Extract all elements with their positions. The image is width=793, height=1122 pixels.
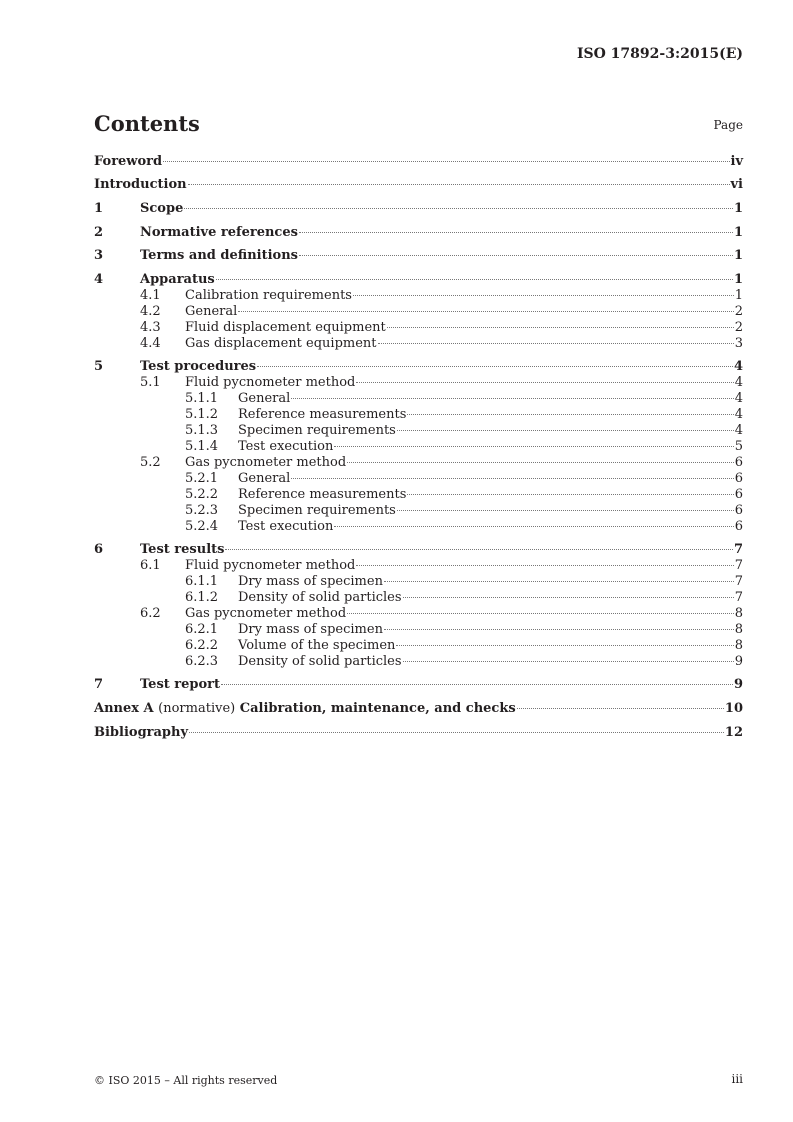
toc-entry-title: Reference measurements	[238, 407, 407, 422]
dot-leader	[221, 684, 733, 685]
toc-entry-title: Scope	[140, 201, 184, 216]
dot-leader	[353, 295, 734, 296]
toc-entry-number: 2	[94, 225, 104, 240]
toc-entry-introduction[interactable]	[94, 177, 743, 193]
toc-entry-page: 7	[734, 574, 743, 589]
toc-entry-page: 9	[733, 677, 743, 692]
dot-leader	[334, 446, 733, 447]
toc-entry-section-5-2[interactable]	[94, 455, 743, 471]
toc-entry-number: 5.1.4	[185, 439, 219, 454]
dot-leader	[225, 549, 732, 550]
dot-leader	[396, 645, 733, 646]
dot-leader	[299, 232, 733, 233]
toc-entry-number: 6.2	[140, 606, 161, 621]
toc-entry-number: 3	[94, 248, 104, 263]
toc-entry-title: Fluid pycnometer method	[185, 558, 356, 573]
toc-entry-number: 4	[94, 272, 104, 287]
dot-leader	[163, 161, 729, 162]
toc-entry-title: Dry mass of specimen	[238, 574, 383, 589]
toc-entry-page: 4	[733, 359, 743, 374]
toc-entry-number: 4.3	[140, 320, 161, 335]
toc-entry-page: 6	[734, 455, 743, 470]
toc-entry-number: 5.2	[140, 455, 161, 470]
dot-leader	[407, 494, 733, 495]
toc-entry-section-1[interactable]	[94, 201, 743, 217]
toc-entry-title: Test procedures	[140, 359, 257, 374]
toc-entry-number: 6.2.2	[185, 638, 219, 653]
toc-entry-number: 6.1.1	[185, 574, 219, 589]
toc-entry-number: 5.1.3	[185, 423, 219, 438]
toc-entry-number: 6.1	[140, 558, 161, 573]
toc-entry-title: General	[238, 471, 291, 486]
dot-leader	[188, 184, 730, 185]
toc-entry-section-6[interactable]	[94, 542, 743, 558]
toc-entry-title: Test results	[140, 542, 225, 557]
toc-entry-title: Test execution	[238, 439, 334, 454]
toc-entry-page: 1	[733, 225, 743, 240]
toc-entry-title: Terms and definitions	[140, 248, 298, 263]
toc-entry-title: Specimen requirements	[238, 423, 396, 438]
toc-entry-title: Introduction	[94, 177, 187, 192]
toc-entry-number: 4.2	[140, 304, 161, 319]
toc-entry-title: Gas pycnometer method	[185, 606, 347, 621]
toc-entry-page: 2	[734, 304, 743, 319]
toc-entry-title: Bibliography	[94, 725, 189, 740]
toc-entry-section-7[interactable]	[94, 677, 743, 693]
dot-leader	[238, 311, 733, 312]
dot-leader	[356, 565, 733, 566]
toc-entry-page: 1	[733, 272, 743, 287]
dot-leader	[356, 382, 733, 383]
dot-leader	[216, 279, 733, 280]
toc-entry-page: 6	[734, 503, 743, 518]
toc-entry-number: 6.1.2	[185, 590, 219, 605]
toc-entry-section-5-2-4[interactable]	[94, 519, 743, 535]
toc-entry-section-6-1[interactable]	[94, 558, 743, 574]
toc-entry-page: 8	[734, 638, 743, 653]
toc-entry-page: 2	[734, 320, 743, 335]
toc-entry-page: 6	[734, 487, 743, 502]
toc-entry-number: 5.2.3	[185, 503, 219, 518]
toc-entry-title: General	[185, 304, 238, 319]
toc-entry-section-5-2-3[interactable]	[94, 503, 743, 519]
dot-leader	[257, 366, 733, 367]
toc-entry-page: 4	[734, 423, 743, 438]
toc-entry-title: Gas pycnometer method	[185, 455, 347, 470]
toc-entry-title: Test execution	[238, 519, 334, 534]
toc-entry-section-5-1-4[interactable]	[94, 439, 743, 455]
toc-entry-section-5-1-2[interactable]	[94, 407, 743, 423]
dot-leader	[347, 462, 734, 463]
toc-entry-title: Fluid pycnometer method	[185, 375, 356, 390]
toc-entry-section-5[interactable]	[94, 359, 743, 375]
toc-entry-foreword[interactable]	[94, 154, 743, 170]
toc-entry-title: Normative references	[140, 225, 298, 240]
toc-entry-number: 1	[94, 201, 104, 216]
dot-leader	[403, 661, 734, 662]
dot-leader	[334, 526, 733, 527]
toc-entry-number: 5.2.1	[185, 471, 219, 486]
dot-leader	[299, 255, 733, 256]
toc-entry-page: 8	[734, 606, 743, 621]
dot-leader	[184, 208, 733, 209]
toc-entry-page: vi	[730, 177, 743, 192]
toc-entry-section-6-2-1[interactable]	[94, 622, 743, 638]
page-column-label: Page	[713, 118, 743, 132]
toc-entry-number: 5.1.1	[185, 391, 219, 406]
annex-kind: (normative)	[158, 701, 236, 716]
toc-entry-page: 9	[734, 654, 743, 669]
dot-leader	[189, 732, 724, 733]
toc-entry-page: 7	[733, 542, 743, 557]
toc-entry-page: 1	[734, 288, 743, 303]
dot-leader	[384, 581, 734, 582]
toc-entry-title: Fluid displacement equipment	[185, 320, 386, 335]
toc-entry-page: 4	[734, 375, 743, 390]
toc-entry-page: 4	[734, 407, 743, 422]
toc-entry-title: Apparatus	[140, 272, 215, 287]
page-title: Contents	[94, 111, 200, 136]
copyright-notice: © ISO 2015 – All rights reserved	[94, 1074, 278, 1087]
toc-entry-number: 6.2.1	[185, 622, 219, 637]
toc-entry-title: Gas displacement equipment	[185, 336, 377, 351]
toc-entry-page: 7	[734, 590, 743, 605]
toc-entry-section-6-2-3[interactable]	[94, 654, 743, 670]
annex-title: Calibration, maintenance, and checks	[239, 701, 516, 716]
toc-entry-page: 1	[733, 201, 743, 216]
toc-entry-number: 5.1.2	[185, 407, 219, 422]
toc-entry-section-4[interactable]	[94, 272, 743, 288]
toc-entry-section-6-2[interactable]	[94, 606, 743, 622]
toc-entry-section-4-3[interactable]	[94, 320, 743, 336]
toc-entry-page: 4	[734, 391, 743, 406]
document-id: ISO 17892-3:2015(E)	[576, 46, 743, 62]
toc-entry-section-4-2[interactable]	[94, 304, 743, 320]
toc-entry-number: 5.2.2	[185, 487, 219, 502]
dot-leader	[397, 510, 734, 511]
toc-entry-section-4-1[interactable]	[94, 288, 743, 304]
toc-entry-title: Density of solid particles	[238, 590, 402, 605]
toc-entry-section-5-1-3[interactable]	[94, 423, 743, 439]
toc-entry-title: Foreword	[94, 154, 163, 169]
toc-entry-section-3[interactable]	[94, 248, 743, 264]
toc-entry-number: 7	[94, 677, 104, 692]
toc-entry-page: iv	[730, 154, 743, 169]
toc-entry-title: Density of solid particles	[238, 654, 402, 669]
dot-leader	[347, 613, 734, 614]
toc-entry-bibliography[interactable]	[94, 725, 743, 741]
dot-leader	[397, 430, 734, 431]
toc-entry-section-6-2-2[interactable]	[94, 638, 743, 654]
dot-leader	[291, 478, 733, 479]
toc-entry-page: 6	[734, 471, 743, 486]
dot-leader	[403, 597, 734, 598]
toc-entry-title: General	[238, 391, 291, 406]
toc-entry-number: 4.4	[140, 336, 161, 351]
toc-entry-number: 5	[94, 359, 104, 374]
toc-entry-section-2[interactable]	[94, 225, 743, 241]
toc-entry-title: Calibration requirements	[185, 288, 352, 303]
annex-label: Annex A	[94, 701, 154, 716]
toc-entry-number: 5.1	[140, 375, 161, 390]
toc-entry-section-5-2-1[interactable]	[94, 471, 743, 487]
toc-entry-annex-a[interactable]	[94, 701, 743, 717]
toc-entry-section-4-4[interactable]	[94, 336, 743, 352]
toc-entry-number: 6.2.3	[185, 654, 219, 669]
dot-leader	[407, 414, 733, 415]
dot-leader	[387, 327, 734, 328]
toc-entry-title: Dry mass of specimen	[238, 622, 383, 637]
toc-entry-page: 5	[734, 439, 743, 454]
toc-entry-section-5-2-2[interactable]	[94, 487, 743, 503]
toc-entry-section-5-1[interactable]	[94, 375, 743, 391]
toc-entry-number: 6	[94, 542, 104, 557]
toc-entry-number: 4.1	[140, 288, 161, 303]
dot-leader	[517, 708, 724, 709]
dot-leader	[291, 398, 733, 399]
page-number: iii	[731, 1072, 743, 1086]
toc-entry-page: 1	[733, 248, 743, 263]
toc-entry-title: Reference measurements	[238, 487, 407, 502]
toc-entry-page: 7	[734, 558, 743, 573]
table-of-contents	[94, 154, 743, 741]
toc-entry-page: 10	[724, 701, 743, 716]
toc-entry-number: 5.2.4	[185, 519, 219, 534]
dot-leader	[378, 343, 734, 344]
toc-entry-page: 8	[734, 622, 743, 637]
dot-leader	[384, 629, 734, 630]
toc-entry-section-6-1-2[interactable]	[94, 590, 743, 606]
toc-entry-title: Volume of the specimen	[238, 638, 396, 653]
toc-entry-page: 12	[724, 725, 743, 740]
toc-entry-title: Specimen requirements	[238, 503, 396, 518]
toc-entry-section-6-1-1[interactable]	[94, 574, 743, 590]
toc-entry-page: 6	[734, 519, 743, 534]
toc-entry-page: 3	[734, 336, 743, 351]
toc-entry-section-5-1-1[interactable]	[94, 391, 743, 407]
toc-entry-title: Test report	[140, 677, 221, 692]
toc-entry-title	[94, 701, 516, 717]
